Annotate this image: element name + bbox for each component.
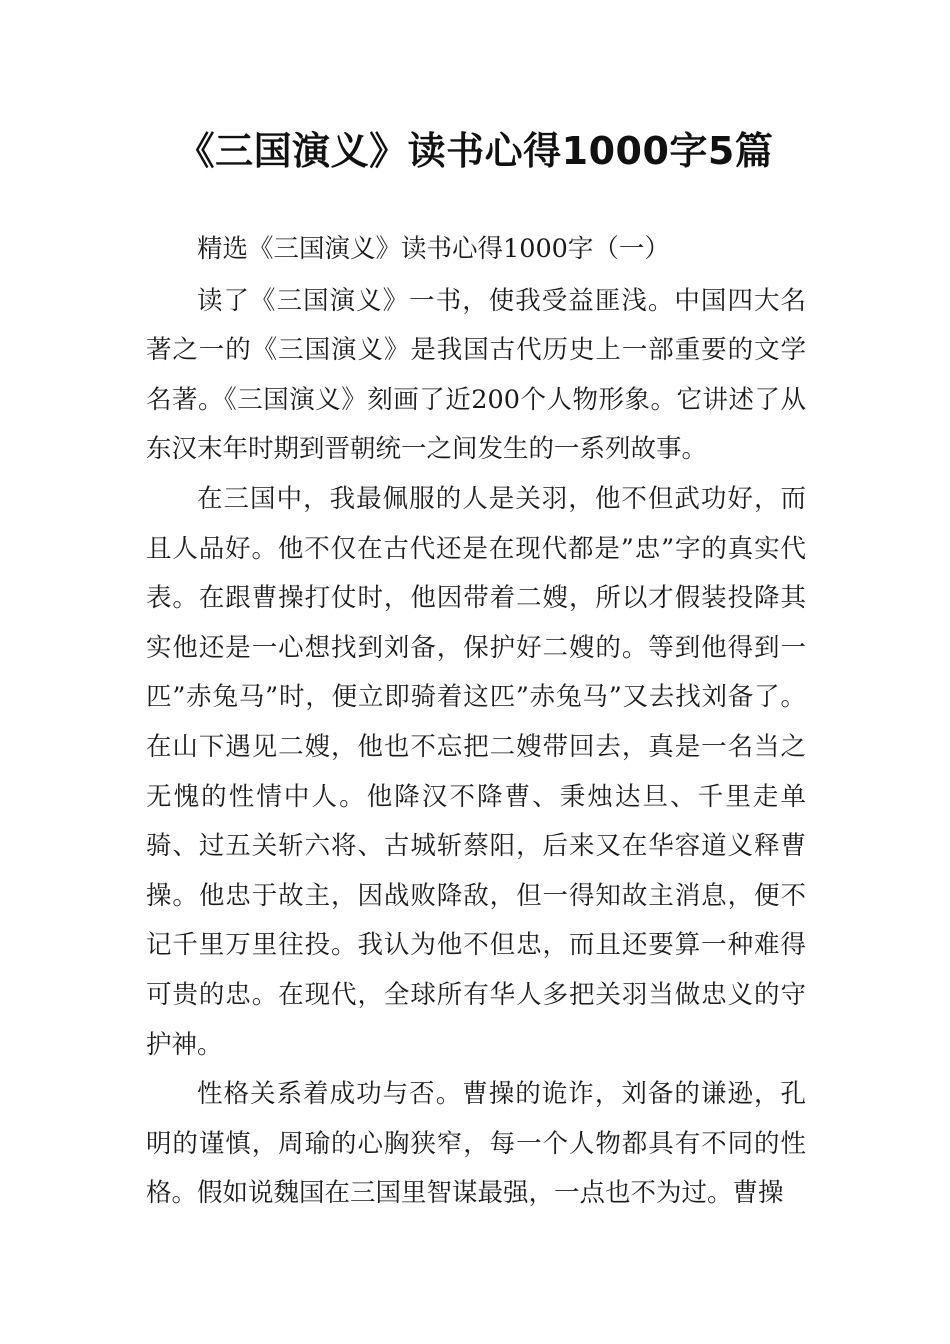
- paragraph-1: 读了《三国演义》一书，使我受益匪浅。中国四大名著之一的《三国演义》是我国古代历史上一部重要的文学名著。《三国演义》刻画了近200个人物形象。它讲述了从东汉末年时期到晋朝统一之间发生的一系列故事。: [146, 285, 806, 465]
- document-body: [146, 225, 806, 1219]
- paragraph-2: 在三国中，我最佩服的人是关羽，他不但武功好，而且人品好。他不仅在古代还是在现代都是”忠”字的真实代表。在跟曹操打仗时，他因带着二嫂，所以才假装投降其实他还是一心想找到刘备，保护好二嫂的。等到他得到一匹”赤兔马”时，便立即骑着这匹”赤兔马”又去找刘备了。在山下遇见二嫂，他也不忘把二嫂带回去，真是一名当之无愧的性情中人。他降汉不降曹、秉烛达旦、千里走单骑、过五关斩六将、古城斩蔡阳，后来又在华容道义释曹操。他忠于故主，因战败降敌，但一得知故主消息，便不记千里万里往投。我认为他不但忠，而且还要算一种难得可贵的忠。在现代，全球所有华人多把关羽当做忠义的守护神。: [146, 483, 806, 1060]
- document-title: 《三国演义》读书心得1000字5篇: [176, 129, 774, 173]
- section-subtitle: 精选《三国演义》读书心得1000字（一）: [197, 234, 670, 264]
- paragraph-3: 性格关系着成功与否。曹操的诡诈，刘备的谦逊，孔明的谨慎，周瑜的心胸狭窄，每一个人物都具有不同的性格。假如说魏国在三国里智谋最强，一点也不为过。曹操: [146, 1079, 806, 1209]
